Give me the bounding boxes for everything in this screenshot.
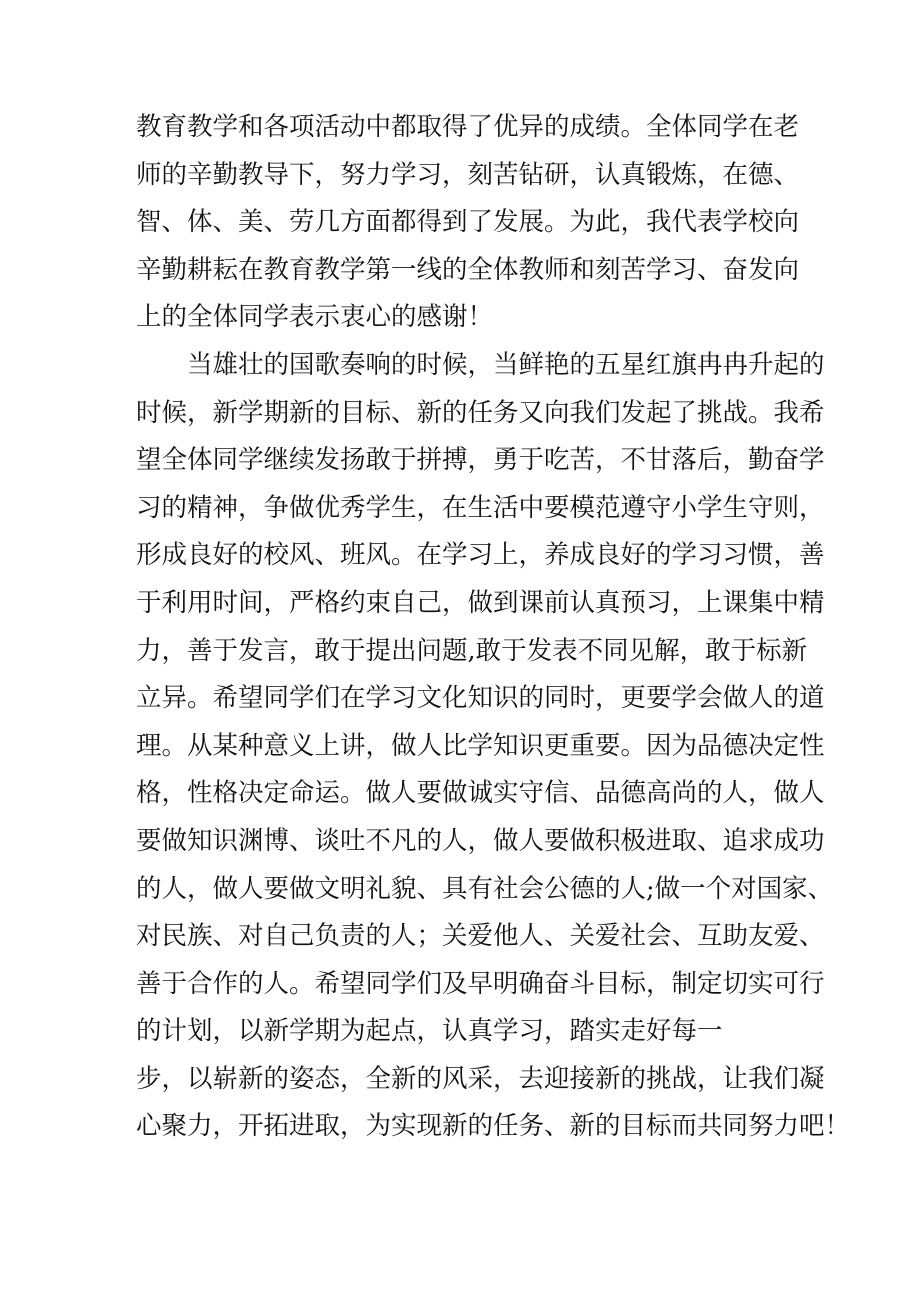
text-line: 习的精神，争做优秀学生，在生活中要模范遵守小学生守则， — [136, 492, 825, 523]
text-line: 智、体、美、劳几方面都得到了发展。为此，我代表学校向 — [136, 207, 800, 238]
text-line: 于利用时间，严格约束自己，做到课前认真预习，上课集中精 — [136, 587, 825, 618]
text-line: 望全体同学继续发扬敢于拼搏，勇于吃苦，不甘落后，勤奋学 — [136, 445, 825, 476]
text-line: 辛勤耕耘在教育教学第一线的全体教师和刻苦学习、奋发向 — [136, 254, 800, 285]
text-line: 力，善于发言，敢于提出问题,敢于发表不同见解，敢于标新 — [136, 635, 808, 666]
text-line: 教育教学和各项活动中都取得了优异的成绩。全体同学在老 — [136, 112, 800, 142]
text-line: 的人，做人要做文明礼貌、具有社会公德的人;做一个对国家、 — [136, 873, 834, 904]
text-line: 上的全体同学表示衷心的感谢！ — [136, 302, 494, 333]
text-line: 的计划，以新学期为起点，认真学习，踏实走好每一 — [136, 1016, 723, 1047]
text-line: 理。从某种意义上讲，做人比学知识更重要。因为品德决定性 — [136, 730, 825, 761]
body-text — [136, 104, 851, 1151]
text-line: 时候，新学期新的目标、新的任务又向我们发起了挑战。我希 — [136, 397, 825, 428]
text-line: 立异。希望同学们在学习文化知识的同时，更要学会做人的道 — [136, 683, 825, 714]
text-line: 步，以崭新的姿态，全新的风采，去迎接新的挑战，让我们凝 — [136, 1063, 825, 1094]
text-line: 形成良好的校风、班风。在学习上，养成良好的学习习惯，善 — [136, 540, 825, 571]
text-line: 心聚力，开拓进取，为实现新的任务、新的目标而共同努力吧！ — [136, 1111, 851, 1142]
text-line: 善于合作的人。希望同学们及早明确奋斗目标，制定切实可行 — [136, 968, 825, 999]
paragraph-first-line: 当雄壮的国歌奏响的时候，当鲜艳的五星红旗冉冉升起的 — [187, 349, 825, 380]
text-line: 格，性格决定命运。做人要做诚实守信、品德高尚的人，做人 — [136, 778, 825, 809]
text-line: 要做知识渊博、谈吐不凡的人，做人要做积极进取、追求成功 — [136, 825, 825, 856]
text-line: 对民族、对自己负责的人；关爱他人、关爱社会、互助友爱、 — [136, 921, 825, 952]
text-line: 师的辛勤教导下，努力学习，刻苦钻研，认真锻炼，在德、 — [136, 159, 800, 190]
